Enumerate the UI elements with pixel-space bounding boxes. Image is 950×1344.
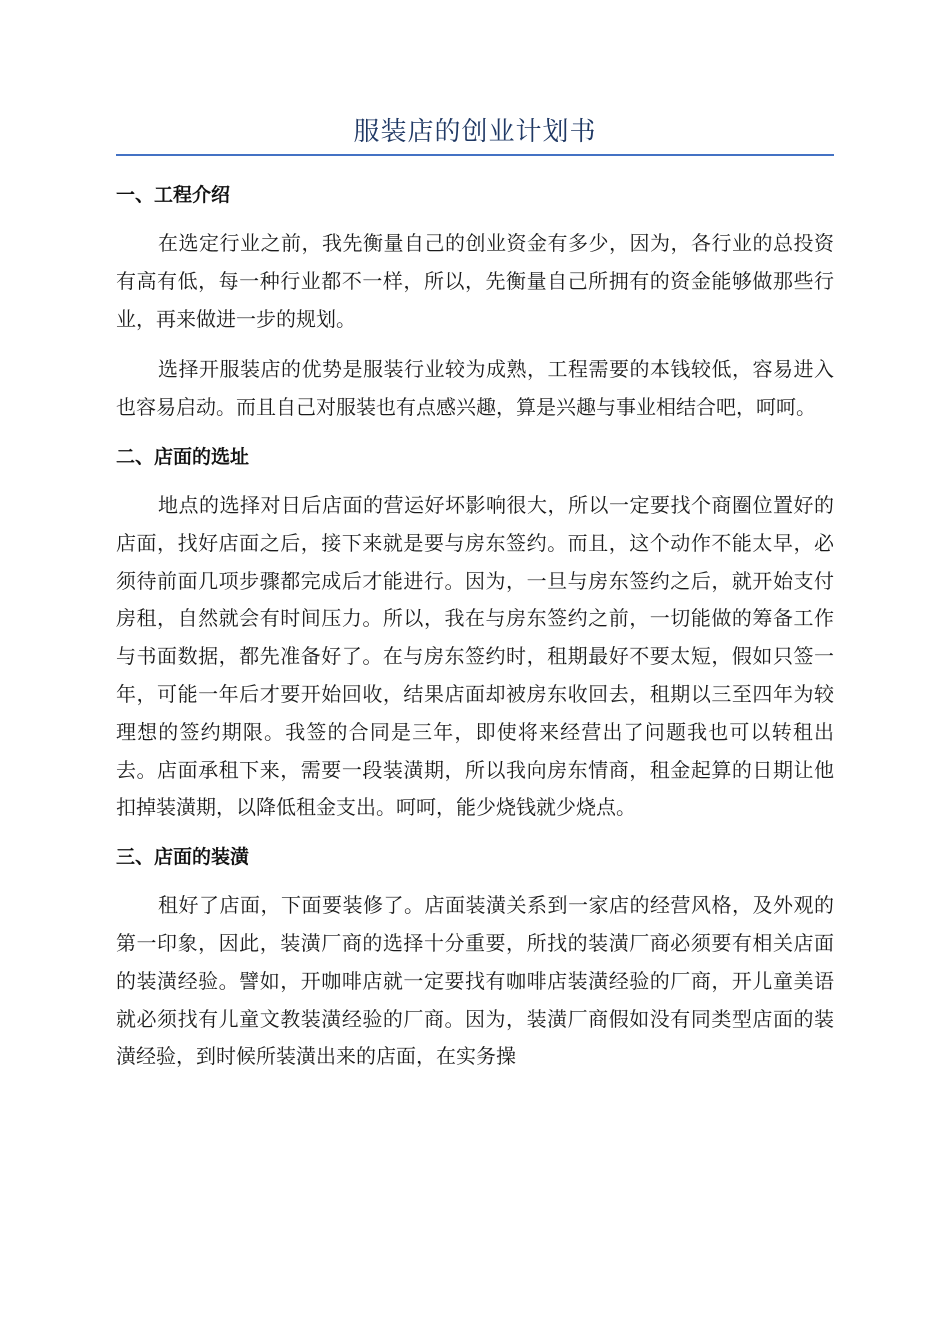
document-title: 服装店的创业计划书 (353, 117, 597, 147)
paragraph: 在选定行业之前，我先衡量自己的创业资金有多少，因为，各行业的总投资有高有低，每一种行业都不一样，所以，先衡量自己所拥有的资金能够做那些行业，再来做进一步的规划。 (116, 231, 834, 331)
section-heading: 二、店面的选址 (116, 445, 250, 468)
title-underline (116, 154, 834, 156)
section-store-location (116, 440, 834, 827)
section-project-intro (116, 178, 834, 427)
section-store-decoration (116, 840, 834, 1076)
section-heading: 三、店面的装潢 (116, 846, 250, 869)
paragraph: 租好了店面，下面要装修了。店面装潢关系到一家店的经营风格，及外观的第一印象，因此，装潢厂商的选择十分重要，所找的装潢厂商必须要有相关店面的装潢经验。譬如，开咖啡店就一定要找有咖啡店装潢经验的厂商，开儿童美语就必须找有儿童文教装潢经验的厂商。因为，装潢厂商假如没有同类型店面的装潢经验，到时候所装潢出来的店面，在实务操 (116, 893, 834, 1069)
document-body (116, 178, 834, 1089)
section-heading: 一、工程介绍 (116, 184, 231, 206)
paragraph: 地点的选择对日后店面的营运好坏影响很大，所以一定要找个商圈位置好的店面，找好店面之后，接下来就是要与房东签约。而且，这个动作不能太早，必须待前面几项步骤都完成后才能进行。因为，一旦与房东签约之后，就开始支付房租，自然就会有时间压力。所以，我在与房东签约之前，一切能做的筹备工作与书面数据，都先准备好了。在与房东签约时，租期最好不要太短，假如只签一年，可能一年后才要开始回收，结果店面却被房东收回去，租期以三至四年为较理想的签约期限。我签的合同是三年，即使将来经营出了问题我也可以转租出去。店面承租下来，需要一段装潢期，所以我向房东情商，租金起算的日期让他扣掉装潢期，以降低租金支出。呵呵，能少烧钱就少烧点。 (116, 492, 834, 820)
paragraph: 选择开服装店的优势是服装行业较为成熟，工程需要的本钱较低，容易进入也容易启动。而且自己对服装也有点感兴趣，算是兴趣与事业相结合吧，呵呵。 (116, 357, 834, 420)
